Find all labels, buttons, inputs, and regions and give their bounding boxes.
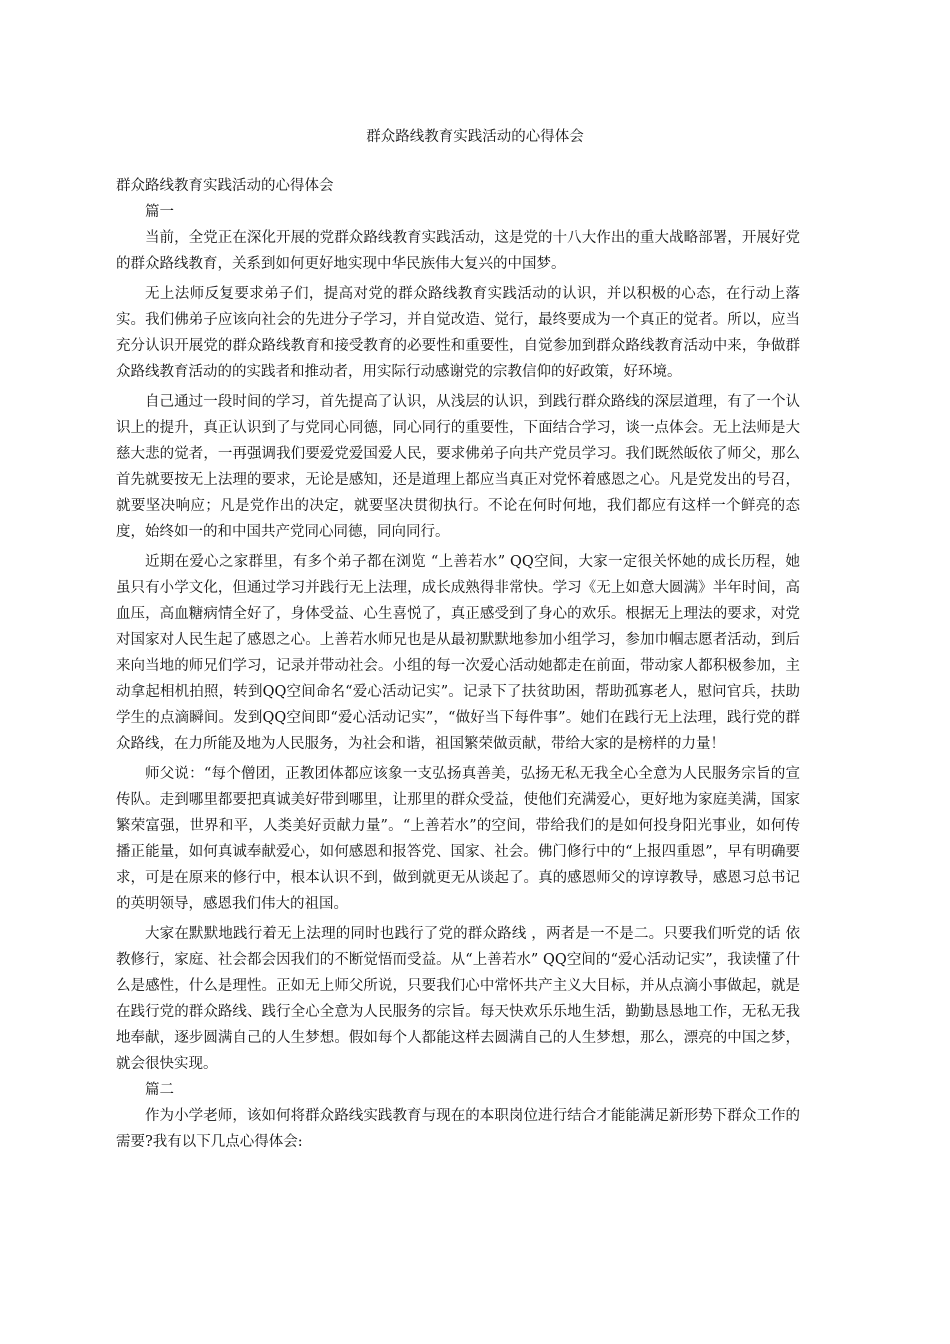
paragraph: 大家在默默地践行着无上法理的同时也践行了党的群众路线 ，两者是一不是二。只要我们听党的话 依教修行，家庭、社会都会因我们的不断觉悟而受益。从“上善若水” QQ空间的“爱心活动记实”，我读懂了什么是感性，什么是理性。正如无上师父所说，只要我们心中常怀共产主义大目标，并从点滴小事做起，就是在践行党的群众路线、践行全心全意为人民服务的宗旨。每天快欢乐乐地生活，勤勤恳恳地工作，无私无我地奉献，逐步圆满自己的人生梦想。假如每个人都能这样去圆满自己的人生梦想，那么，漂亮的中国之梦，就会很快实现。 <box>116 926 800 1072</box>
paragraph: 无上法师反复要求弟子们，提高对党的群众路线教育实践活动的认识，并以积极的心态，在行动上落实。我们佛弟子应该向社会的先进分子学习，并自觉改造、觉行，最终要成为一个真正的觉者。所以，应当充分认识开展党的群众路线教育和接受教育的必要性和重要性，自觉参加到群众路线教育活动中来，争做群众路线教育活动的的实践者和推动者，用实际行动感谢党的宗教信仰的好政策，好环境。 <box>116 286 800 380</box>
document-subtitle: 群众路线教育实践活动的心得体会 <box>116 178 334 194</box>
document-title: 群众路线教育实践活动的心得体会 <box>366 129 584 145</box>
paragraph: 自己通过一段时间的学习，首先提高了认识，从浅层的认识，到践行群众路线的深层道理，有了一个认识上的提升，真正认识到了与党同心同德，同心同行的重要性，下面结合学习，谈一点体会。无上法师是大慈大悲的觉者，一再强调我们要爱党爱国爱人民，要求佛弟子向共产党员学习。我们既然皈依了师父，那么首先就要按无上法理的要求，无论是感知，还是道理上都应当真正对党怀着感恩之心。凡是党发出的号召，就要坚决响应；凡是党作出的决定，就要坚决贯彻执行。不论在何时何地，我们都应有这样一个鲜亮的态度，始终如一的和中国共产党同心同德，同向同行。 <box>116 394 800 540</box>
paragraph: 作为小学老师，该如何将群众路线实践教育与现在的本职岗位进行结合才能能满足新形势下群众工作的需要?我有以下几点心得体会: <box>116 1108 800 1150</box>
paragraph: 近期在爱心之家群里，有多个弟子都在浏览 “上善若水” QQ空间，大家一定很关怀她的成长历程，她虽只有小学文化，但通过学习并践行无上法理，成长成熟得非常快。学习《无上如意大圆满》半年时间，高血压，高血糖病情全好了，身体受益、心生喜悦了，真正感受到了身心的欢乐。根据无上理法的要求，对党对国家对人民生起了感恩之心。上善若水师兄也是从最初默默地参加小组学习，参加巾帼志愿者活动，到后来向当地的师兄们学习，记录并带动社会。小组的每一次爱心活动她都走在前面，带动家人都积极参加，主动拿起相机拍照，转到QQ空间命名“爱心活动记实”。记录下了扶贫助困，帮助孤寡老人，慰问官兵，扶助学生的点滴瞬间。发到QQ空间即“爱心活动记实”，“做好当下每件事”。她们在践行无上法理，践行党的群众路线，在力所能及地为人民服务，为社会和谐，祖国繁荣做贡献，带给大家的是榜样的力量！ <box>116 554 800 752</box>
document-body <box>116 173 800 1155</box>
paragraph: 当前，全党正在深化开展的党群众路线教育实践活动，这是党的十八大作出的重大战略部署，开展好党的群众路线教育，关系到如何更好地实现中华民族伟大复兴的中国梦。 <box>116 230 800 272</box>
section-label-two: 篇二 <box>145 1082 174 1098</box>
paragraph: 师父说：“每个僧团，正教团体都应该象一支弘扬真善美，弘扬无私无我全心全意为人民服务宗旨的宣传队。走到哪里都要把真诚美好带到哪里，让那里的群众受益，使他们充满爱心，更好地为家庭美满，国家繁荣富强，世界和平，人类美好贡献力量”。“上善若水”的空间，带给我们的是如何投身阳光事业，如何传播正能量，如何真诚奉献爱心，如何感恩和报答党、国家、社会。佛门修行中的“上报四重恩”，早有明确要求，可是在原来的修行中，根本认识不到，做到就更无从谈起了。真的感恩师父的谆谆教导，感恩习总书记的英明领导，感恩我们伟大的祖国。 <box>116 766 800 912</box>
section-label-one: 篇一 <box>145 204 174 220</box>
